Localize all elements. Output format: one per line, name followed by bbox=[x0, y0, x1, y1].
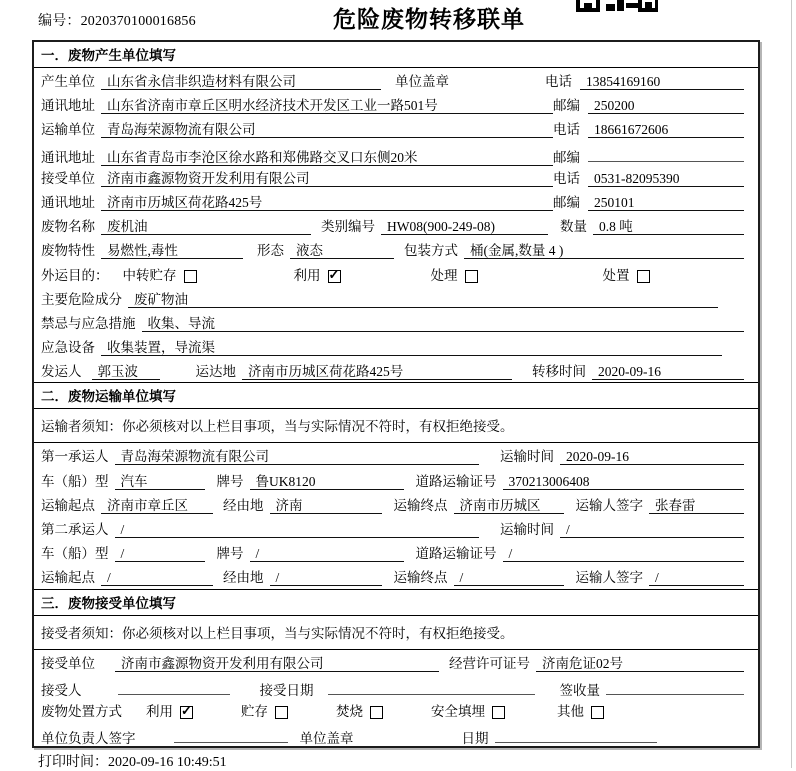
sender-value: 郭玉波 bbox=[92, 364, 160, 380]
address-label: 通讯地址 bbox=[41, 194, 95, 210]
head-sign-value-blank bbox=[174, 728, 288, 743]
accept-date-label: 接受日期 bbox=[259, 682, 314, 698]
quantity-value: 0.8 吨 bbox=[593, 219, 744, 235]
date-label: 日期 bbox=[461, 731, 489, 747]
form-value: 液态 bbox=[290, 243, 394, 259]
route-end-value: 济南市历城区 bbox=[454, 498, 564, 514]
category-value: HW08(900-249-08) bbox=[381, 219, 548, 235]
transporter-address-row bbox=[34, 141, 758, 165]
waste-attr-row bbox=[34, 237, 758, 261]
carrier1-value: 青岛海荣源物流有限公司 bbox=[115, 449, 479, 465]
form-label: 形态 bbox=[257, 243, 284, 259]
acceptor-value-blank bbox=[118, 680, 230, 695]
taboo-row bbox=[34, 310, 758, 334]
carrier2-value: / bbox=[115, 522, 479, 538]
dispatch-row bbox=[34, 358, 758, 382]
vehicle1-row bbox=[34, 468, 758, 492]
print-time-value: 2020-09-16 10:49:51 bbox=[108, 755, 227, 770]
receipt-qty-value-blank bbox=[606, 680, 744, 695]
road-cert-value: / bbox=[503, 546, 745, 562]
taboo-value: 收集、导流 bbox=[142, 316, 745, 332]
section3-title: 三．废物接受单位填写 bbox=[34, 589, 758, 616]
receiver-value: 济南市鑫源物资开发利用有限公司 bbox=[101, 171, 553, 187]
vehicle2-row bbox=[34, 540, 758, 564]
section2-title: 二．废物运输单位填写 bbox=[34, 382, 758, 409]
carrier2-row bbox=[34, 516, 758, 540]
route1-row bbox=[34, 492, 758, 516]
option-label: 其他 bbox=[557, 703, 584, 719]
disposal-option bbox=[557, 704, 604, 719]
sender-label: 发运人 bbox=[41, 364, 82, 380]
disposal-option bbox=[431, 704, 505, 719]
transfer-manifest-form bbox=[32, 40, 760, 748]
route-end-label: 运输终点 bbox=[393, 497, 448, 513]
vehicle-type-value: / bbox=[115, 546, 205, 562]
route-end-value: / bbox=[454, 570, 564, 586]
transport-time-value: 2020-09-16 bbox=[560, 449, 744, 465]
phone-value: 18661672606 bbox=[588, 122, 744, 138]
accept-unit-value: 济南市鑫源物资开发利用有限公司 bbox=[115, 656, 439, 672]
phone-pair bbox=[553, 122, 744, 138]
transporter-row bbox=[34, 116, 758, 140]
destination-value: 济南市历城区荷花路425号 bbox=[242, 364, 512, 380]
waste-name-row bbox=[34, 213, 758, 237]
pack-label: 包装方式 bbox=[404, 243, 458, 259]
producer-row bbox=[34, 68, 758, 92]
waste-attr-value: 易燃性,毒性 bbox=[101, 243, 243, 259]
purpose-option bbox=[294, 268, 341, 283]
route-end-label: 运输终点 bbox=[393, 570, 448, 586]
accept-date-value-blank bbox=[328, 680, 535, 695]
hazard-value: 废矿物油 bbox=[128, 292, 718, 308]
disposal-option bbox=[336, 704, 383, 719]
option-label: 利用 bbox=[293, 267, 321, 283]
road-cert-label: 道路运输证号 bbox=[415, 473, 497, 489]
route-via-value: / bbox=[270, 570, 382, 586]
option-label: 处理 bbox=[430, 267, 458, 283]
checkbox-icon bbox=[637, 270, 650, 283]
equipment-value: 收集装置，导流渠 bbox=[101, 340, 722, 356]
disposal-label: 废物处置方式 bbox=[41, 703, 122, 719]
head-sign-row bbox=[34, 722, 758, 746]
plate-label: 牌号 bbox=[216, 473, 244, 489]
address-value: 山东省济南市章丘区明水经济技术开发区工业一路501号 bbox=[101, 98, 553, 114]
checkbox-icon bbox=[184, 270, 197, 283]
zip-label: 邮编 bbox=[553, 98, 580, 114]
transport-time-label: 运输时间 bbox=[500, 522, 554, 537]
purpose-label: 外运目的： bbox=[41, 267, 109, 283]
license-label: 经营许可证号 bbox=[449, 655, 530, 671]
date-value-blank bbox=[495, 728, 657, 743]
disposal-option bbox=[146, 704, 193, 719]
transfer-time-value: 2020-09-16 bbox=[592, 364, 744, 380]
hazard-label: 主要危险成分 bbox=[41, 291, 122, 307]
purpose-option bbox=[123, 268, 197, 283]
acceptor-label: 接受人 bbox=[41, 682, 82, 698]
road-cert-value: 370213006408 bbox=[503, 474, 745, 490]
zip-label: 邮编 bbox=[553, 194, 580, 210]
serial-value: 2020370100016856 bbox=[80, 14, 196, 29]
route-start-label: 运输起点 bbox=[41, 570, 95, 586]
phone-pair bbox=[545, 74, 744, 90]
phone-value: 0531-82095390 bbox=[588, 171, 744, 187]
taboo-label: 禁忌与应急措施 bbox=[41, 315, 136, 331]
producer-label: 产生单位 bbox=[41, 74, 95, 89]
purpose-row bbox=[34, 262, 758, 286]
carrier-sign-label: 运输人签字 bbox=[575, 497, 643, 513]
route-start-value: 济南市章丘区 bbox=[101, 498, 213, 514]
vehicle-type-label: 车（船）型 bbox=[41, 473, 109, 489]
option-label: 贮存 bbox=[241, 703, 268, 719]
category-label: 类别编号 bbox=[321, 219, 375, 235]
plate-value: 鲁UK8120 bbox=[250, 474, 404, 490]
phone-label: 电话 bbox=[545, 74, 572, 89]
phone-pair bbox=[553, 171, 744, 187]
route-start-value: / bbox=[101, 570, 213, 586]
phone-label: 电话 bbox=[553, 170, 580, 186]
option-label: 处置 bbox=[602, 267, 630, 283]
zip-pair bbox=[553, 147, 744, 165]
disposal-row bbox=[34, 698, 758, 722]
transport-time-value: / bbox=[560, 522, 744, 538]
phone-label: 电话 bbox=[553, 122, 580, 138]
transporter-value: 青岛海荣源物流有限公司 bbox=[101, 122, 553, 138]
waste-attr-label: 废物特性 bbox=[41, 243, 95, 259]
unit-seal-label: 单位盖章 bbox=[395, 74, 449, 89]
route-via-value: 济南 bbox=[270, 498, 382, 514]
serial-number bbox=[38, 10, 196, 30]
serial-label: 编号： bbox=[38, 14, 81, 29]
head-sign-label: 单位负责人签字 bbox=[41, 731, 136, 747]
hazard-row bbox=[34, 286, 758, 310]
quantity-label: 数量 bbox=[560, 219, 587, 235]
address-value: 山东省青岛市李沧区徐水路和郑佛路交叉口东侧20米 bbox=[101, 150, 553, 166]
checkbox-icon bbox=[370, 706, 383, 719]
phone-value: 13854169160 bbox=[580, 74, 744, 90]
disposal-option bbox=[241, 704, 288, 719]
purpose-option bbox=[431, 268, 478, 283]
carrier-sign-value: 张春雷 bbox=[649, 498, 744, 514]
address-label: 通讯地址 bbox=[41, 149, 95, 165]
route-via-label: 经由地 bbox=[223, 497, 264, 513]
carrier-sign-label: 运输人签字 bbox=[575, 570, 643, 586]
road-cert-label: 道路运输证号 bbox=[415, 546, 497, 562]
transporter-notice: 运输者须知：你必须核对以上栏目事项，当与实际情况不符时，有权拒绝接受。 bbox=[34, 409, 758, 443]
unit-seal-label: 单位盖章 bbox=[299, 731, 354, 747]
route-start-label: 运输起点 bbox=[41, 497, 95, 513]
license-value: 济南危证02号 bbox=[536, 656, 744, 672]
receiver-notice: 接受者须知：你必须核对以上栏目事项，当与实际情况不符时，有权拒绝接受。 bbox=[34, 616, 758, 650]
checkbox-icon bbox=[465, 270, 478, 283]
page-title: 危险废物转移联单 bbox=[333, 7, 525, 32]
option-label: 利用 bbox=[146, 703, 173, 719]
plate-value: / bbox=[250, 546, 404, 562]
accept-unit-label: 接受单位 bbox=[41, 655, 95, 671]
vehicle-type-value: 汽车 bbox=[115, 474, 205, 490]
accept-unit-row bbox=[34, 650, 758, 674]
zip-label: 邮编 bbox=[553, 149, 580, 165]
carrier2-label: 第二承运人 bbox=[41, 522, 109, 537]
carrier1-label: 第一承运人 bbox=[41, 449, 109, 465]
transfer-time-label: 转移时间 bbox=[532, 364, 586, 380]
receiver-address-row bbox=[34, 189, 758, 213]
destination-label: 运达地 bbox=[195, 364, 236, 380]
zip-value: 250101 bbox=[588, 195, 744, 211]
zip-pair bbox=[553, 195, 744, 211]
option-label: 焚烧 bbox=[336, 703, 363, 719]
transport-time-label: 运输时间 bbox=[500, 449, 554, 465]
receipt-qty-label: 签收量 bbox=[559, 682, 600, 698]
acceptor-row bbox=[34, 674, 758, 698]
checkbox-icon bbox=[180, 706, 193, 719]
producer-value: 山东省永信非织造材料有限公司 bbox=[101, 74, 381, 90]
checkbox-icon bbox=[275, 706, 288, 719]
vehicle-type-label: 车（船）型 bbox=[41, 546, 109, 562]
route-via-label: 经由地 bbox=[223, 570, 264, 586]
print-time-label: 打印时间： bbox=[38, 755, 108, 770]
checkbox-icon bbox=[591, 706, 604, 719]
producer-address-row bbox=[34, 92, 758, 116]
carrier-sign-value: / bbox=[649, 570, 744, 586]
purpose-option bbox=[603, 268, 650, 283]
receiver-row bbox=[34, 165, 758, 189]
qr-code-icon bbox=[576, 0, 658, 17]
zip-value: 250200 bbox=[588, 98, 744, 114]
receiver-label: 接受单位 bbox=[41, 170, 95, 186]
checkbox-icon bbox=[328, 270, 341, 283]
pack-value: 桶(金属,数量 4 ) bbox=[464, 243, 744, 259]
option-label: 中转贮存 bbox=[122, 267, 177, 283]
address-value: 济南市历城区荷花路425号 bbox=[101, 195, 553, 211]
zip-value-blank bbox=[588, 147, 744, 162]
zip-pair bbox=[553, 98, 744, 114]
transporter-label: 运输单位 bbox=[41, 122, 95, 138]
waste-name-value: 废机油 bbox=[101, 219, 311, 235]
waste-name-label: 废物名称 bbox=[41, 219, 95, 235]
carrier1-row bbox=[34, 443, 758, 467]
route2-row bbox=[34, 564, 758, 588]
print-time bbox=[38, 751, 227, 771]
equipment-label: 应急设备 bbox=[41, 340, 95, 356]
checkbox-icon bbox=[492, 706, 505, 719]
plate-label: 牌号 bbox=[216, 546, 244, 562]
equipment-row bbox=[34, 334, 758, 358]
option-label: 安全填埋 bbox=[431, 703, 485, 719]
address-label: 通讯地址 bbox=[41, 98, 95, 114]
section1-title: 一．废物产生单位填写 bbox=[34, 42, 758, 68]
